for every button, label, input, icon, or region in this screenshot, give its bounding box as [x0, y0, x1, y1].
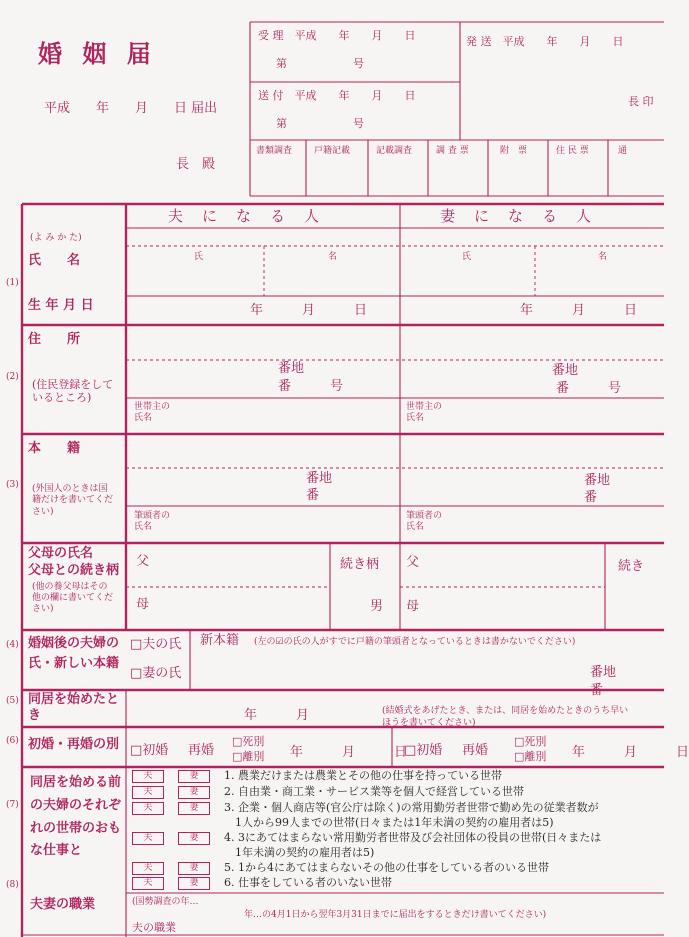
- cohabit-ym: 年 月: [244, 708, 310, 723]
- reading-label: (よ み か た): [30, 233, 82, 243]
- birthdate-label: 生 年 月 日: [28, 298, 94, 313]
- address-label: 住 所: [28, 332, 81, 347]
- margin-number-7: (7): [6, 800, 19, 810]
- husband-occupation-label: 夫の職業: [132, 921, 176, 934]
- husband-work-box-3[interactable]: 夫: [132, 802, 164, 815]
- margin-number-4: (4): [6, 640, 19, 650]
- husband-household-head-label: 世帯主の氏名: [134, 402, 171, 424]
- wife-given-label: 名: [598, 252, 608, 262]
- husband-divorced[interactable]: □離別: [232, 750, 265, 763]
- dispatch-date: 発 送 平成 年 月 日: [466, 35, 624, 48]
- cohabit-label: 同居を始めたとき: [28, 692, 120, 724]
- receipt-date: 受 理 平成 年 月 日: [258, 29, 416, 42]
- husband-address-go: 番 号: [278, 379, 344, 394]
- husband-father-label: 父: [136, 554, 150, 569]
- husband-remarriage-ymd: 年 月 日: [290, 745, 408, 760]
- husband-surname-label: 氏: [194, 252, 204, 262]
- wife-address-banchi: 番地: [552, 363, 579, 378]
- name-label: 氏 名: [28, 253, 81, 268]
- wife-address-go: 番 号: [556, 381, 622, 396]
- husband-relation-label: 続き柄: [340, 557, 380, 572]
- wife-remarriage-ymd: 年 月 日: [572, 745, 689, 760]
- stamp-label-2: 戸籍記載: [314, 146, 351, 156]
- husband-first-marriage[interactable]: □初婚: [130, 743, 169, 758]
- chief-seal-label: 長 印: [628, 95, 654, 108]
- wife-work-box-1[interactable]: 妻: [178, 770, 210, 783]
- work-item-6: 6. 仕事をしている者のいない世帯: [224, 876, 392, 889]
- parents-relation-label: 父母との続き柄: [28, 563, 120, 578]
- honseki-label: 本 籍: [28, 441, 81, 456]
- husband-honseki-ban: 番: [306, 488, 320, 503]
- census-note: 年…の4月1日から翌年3月31日までに届出をするときだけ書いてください): [244, 910, 547, 920]
- wife-bereaved[interactable]: □死別: [514, 735, 547, 748]
- husband-relation-son: 男: [370, 599, 384, 614]
- wife-work-box-3[interactable]: 妻: [178, 802, 210, 815]
- wife-name-option[interactable]: □妻の氏: [130, 666, 182, 681]
- wife-family-head-label: 筆頭者の氏名: [406, 511, 443, 533]
- wife-father-label: 父: [406, 555, 420, 570]
- wife-work-box-5[interactable]: 妻: [178, 862, 210, 875]
- wife-honseki-banchi: 番地: [584, 473, 611, 488]
- work-item-4-cont: 1年未満の契約の雇用者は5): [224, 846, 375, 859]
- margin-number-3: (3): [6, 480, 19, 490]
- wife-column-header: 妻 に な る 人: [440, 207, 594, 225]
- work-item-5: 5. 1から4にあてはまらないその他の仕事をしている者のいる世帯: [224, 861, 549, 874]
- margin-number-6: (6): [6, 736, 19, 746]
- new-honseki-note: (左の☑の氏の人がすでに戸籍の筆頭者となっているときは書かないでください): [254, 637, 576, 647]
- margin-number-8: (8): [6, 880, 19, 890]
- husband-name-option[interactable]: □夫の氏: [130, 637, 182, 652]
- wife-first-marriage[interactable]: □初婚: [404, 743, 443, 758]
- receipt-number: 第 号: [276, 57, 364, 70]
- household-work-label: 同居を始める前の夫婦のそれぞれの世帯のおもな仕事と: [30, 775, 122, 859]
- address-note: (住民登録をしているところ): [32, 378, 114, 405]
- wife-surname-label: 氏: [462, 252, 472, 262]
- forward-date: 送 付 平成 年 月 日: [258, 89, 416, 102]
- husband-work-box-4[interactable]: 夫: [132, 832, 164, 845]
- husband-remarriage[interactable]: 再婚: [188, 743, 215, 758]
- husband-column-header: 夫 に な る 人: [168, 207, 322, 225]
- husband-birth-ymd: 年 月 日: [250, 303, 368, 318]
- stamp-label-4: 調 査 票: [436, 146, 469, 156]
- first-remarriage-label: 初婚・再婚の別: [28, 737, 120, 752]
- forward-number: 第 号: [276, 117, 364, 130]
- parents-label: 父母の氏名: [28, 546, 94, 561]
- husband-work-box-5[interactable]: 夫: [132, 862, 164, 875]
- husband-honseki-banchi: 番地: [306, 471, 333, 486]
- wife-mother-label: 母: [406, 599, 420, 614]
- husband-work-box-2[interactable]: 夫: [132, 786, 164, 799]
- stamp-label-6: 住 民 票: [556, 146, 589, 156]
- stamp-label-3: 記載調査: [376, 146, 413, 156]
- new-honseki-label: 新本籍: [200, 633, 240, 648]
- work-item-1: 1. 農業だけまたは農業とその他の仕事を持っている世帯: [224, 769, 502, 782]
- wife-work-box-4[interactable]: 妻: [178, 832, 210, 845]
- husband-given-label: 名: [328, 252, 338, 262]
- work-item-3: 3. 企業・個人商店等(官公庁は除く)の常用勤労者世帯で勤め先の従業者数が: [224, 801, 599, 814]
- wife-relation-label: 続き: [618, 559, 645, 574]
- margin-number-1: (1): [6, 278, 19, 288]
- wife-remarriage[interactable]: 再婚: [462, 743, 489, 758]
- after-marriage-label: 婚姻後の夫婦の氏・新しい本籍: [28, 636, 120, 672]
- husband-bereaved[interactable]: □死別: [232, 735, 265, 748]
- margin-number-2: (2): [6, 372, 19, 382]
- husband-work-box-1[interactable]: 夫: [132, 770, 164, 783]
- stamp-label-7: 通: [618, 146, 628, 156]
- filing-date-line: 平成 年 月 日 届出: [44, 101, 218, 116]
- recipient-line: 長 殿: [176, 157, 216, 172]
- wife-household-head-label: 世帯主の氏名: [406, 402, 443, 424]
- new-honseki-ban: 番: [590, 683, 604, 698]
- wife-divorced[interactable]: □離別: [514, 750, 547, 763]
- stamp-label-1: 書類調査: [256, 146, 293, 156]
- census-label: (国勢調査の年…: [132, 897, 199, 907]
- work-item-2: 2. 自由業・商工業・サービス業等を個人で経営している世帯: [224, 785, 524, 798]
- husband-work-box-6[interactable]: 夫: [132, 877, 164, 890]
- form-title: 婚 姻 届: [38, 39, 157, 68]
- wife-work-box-6[interactable]: 妻: [178, 877, 210, 890]
- stamp-label-5: 附 票: [500, 146, 528, 156]
- wife-honseki-ban: 番: [584, 490, 598, 505]
- parents-note: (他の養父母はその他の欄に書いてください): [32, 582, 114, 614]
- husband-address-banchi: 番地: [278, 361, 305, 376]
- margin-number-5: (5): [6, 696, 19, 706]
- cohabit-note: (結婚式をあげたとき、または、同居を始めたときのうち早いほうを書いてください): [382, 706, 629, 728]
- work-item-4: 4. 3にあてはまらない常用勤労者世帯及び会社団体の役員の世帯(日々または: [224, 831, 602, 844]
- husband-family-head-label: 筆頭者の氏名: [134, 511, 171, 533]
- honseki-note: (外国人のときは国籍だけを書いてください): [32, 484, 114, 517]
- wife-birth-ymd: 年 月 日: [520, 303, 638, 318]
- work-item-3-cont: 1人から99人までの世帯(日々または1年未満の契約の雇用者は5): [224, 816, 554, 829]
- occupation-label: 夫妻の職業: [30, 897, 96, 912]
- husband-mother-label: 母: [136, 597, 150, 612]
- wife-work-box-2[interactable]: 妻: [178, 786, 210, 799]
- new-honseki-banchi: 番地: [590, 665, 617, 680]
